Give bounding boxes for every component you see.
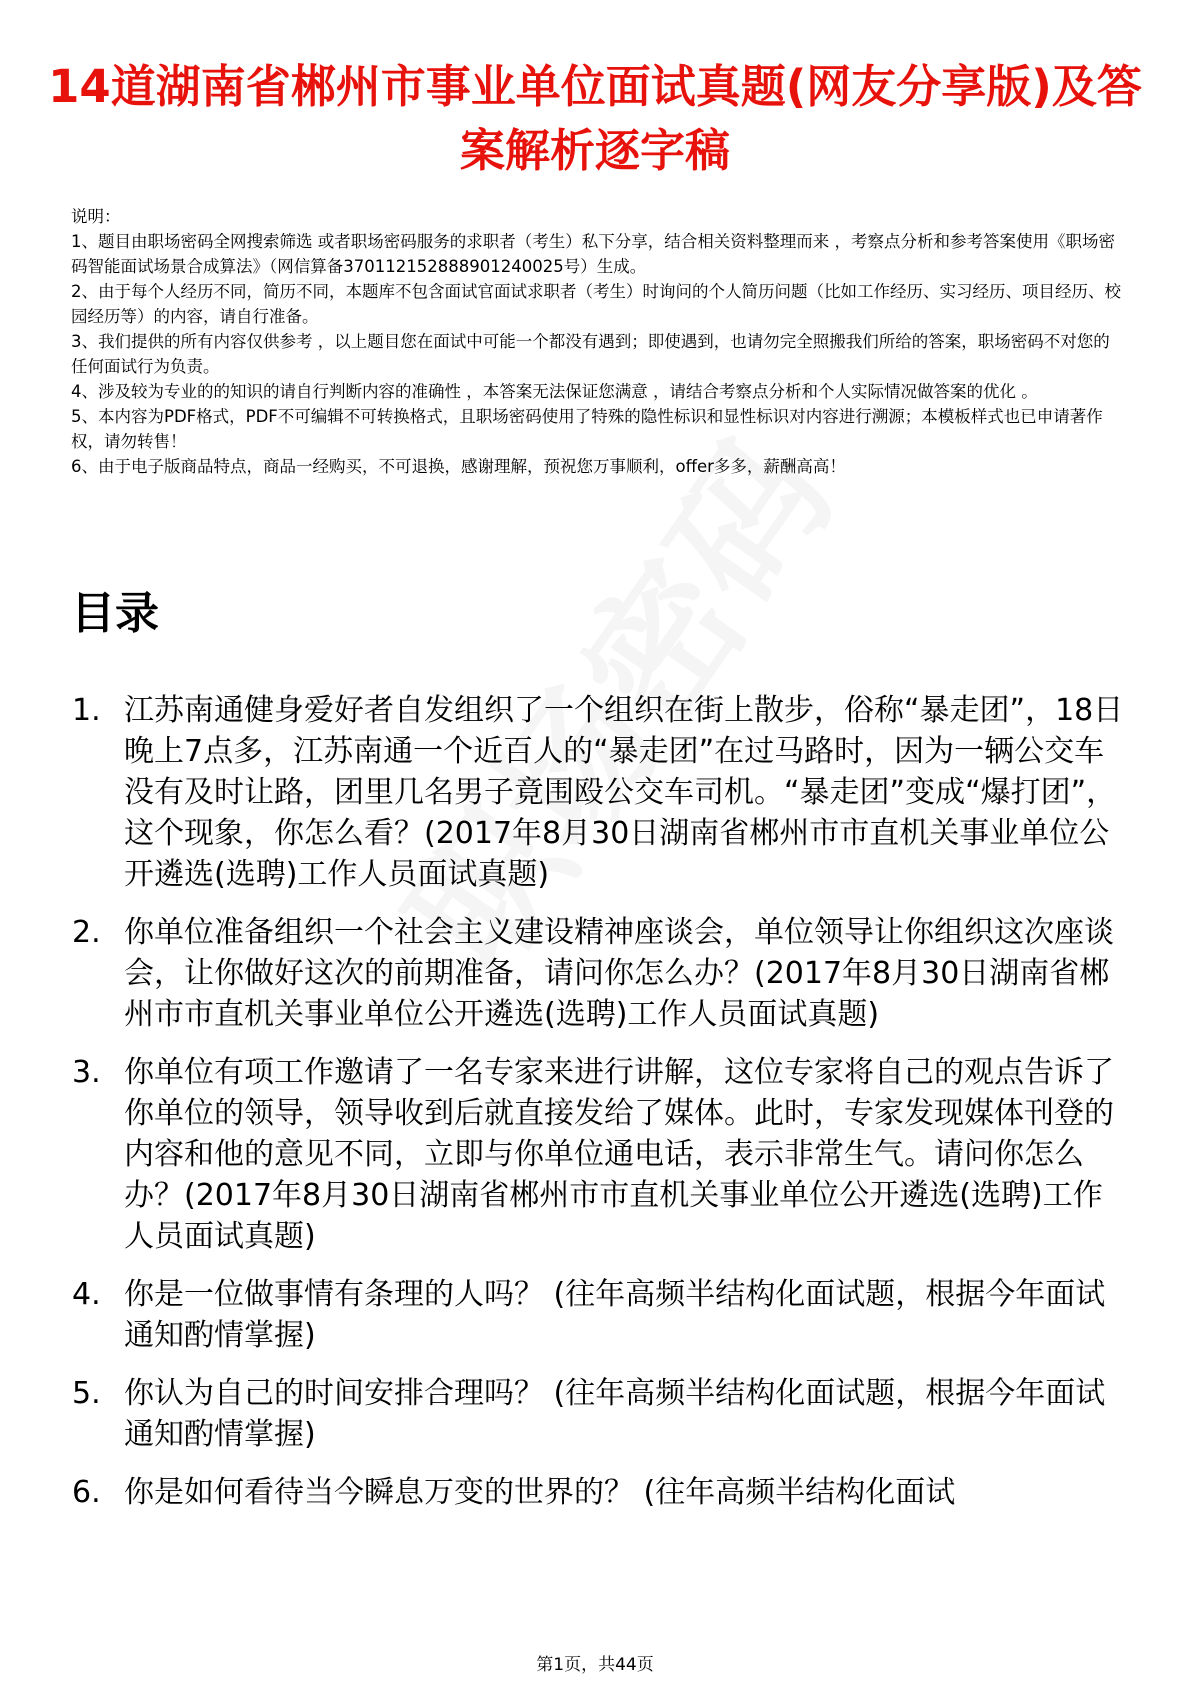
toc-item-text: 你认为自己的时间安排合理吗？ (往年高频半结构化面试题，根据今年面试通知酌情掌握) [124, 1376, 1106, 1452]
toc-item[interactable] [72, 1373, 1132, 1455]
table-of-contents [72, 690, 1132, 1530]
toc-item-number: 6. [72, 1475, 101, 1510]
toc-item-text: 你是如何看待当今瞬息万变的世界的？ (往年高频半结构化面试 [124, 1475, 956, 1510]
toc-heading: 目录 [71, 588, 159, 639]
disclaimer-notes [71, 204, 1121, 479]
toc-item-number: 5. [72, 1376, 101, 1411]
toc-item-number: 1. [72, 693, 101, 728]
toc-item-text: 你是一位做事情有条理的人吗？ (往年高频半结构化面试题，根据今年面试通知酌情掌握) [124, 1277, 1106, 1353]
toc-item-number: 2. [72, 915, 101, 950]
note-item: 1、题目由职场密码全网搜索筛选 或者职场密码服务的求职者（考生）私下分享，结合相关资料整理而来 ，考察点分析和参考答案使用《职场密码智能面试场景合成算法》（网信算备370112152888901240025号）生成。 [71, 232, 1115, 276]
document-title: 14道湖南省郴州市事业单位面试真题(网友分享版)及答案解析逐字稿 [48, 60, 1142, 177]
note-item: 4、涉及较为专业的的知识的请自行判断内容的准确性 ，本答案无法保证您满意 ，请结合考察点分析和个人实际情况做答案的优化 。 [71, 382, 1038, 401]
toc-item-number: 4. [72, 1277, 101, 1312]
toc-item[interactable] [72, 1052, 1132, 1257]
note-item: 2、由于每个人经历不同，简历不同，本题库不包含面试官面试求职者（考生）时询问的个人简历问题（比如工作经历、实习经历、项目经历、校园经历等）的内容，请自行准备。 [71, 282, 1121, 326]
toc-item-number: 3. [72, 1055, 101, 1090]
toc-item[interactable] [72, 912, 1132, 1035]
notes-heading: 说明： [71, 207, 121, 226]
toc-item[interactable] [72, 690, 1132, 895]
page-footer: 第1页，共44页 [536, 1655, 654, 1675]
toc-item-text: 你单位有项工作邀请了一名专家来进行讲解，这位专家将自己的观点告诉了你单位的领导，领导收到后就直接发给了媒体。此时，专家发现媒体刊登的内容和他的意见不同，立即与你单位通电话，表示非常生气。请问你怎么办？(2017年8月30日湖南省郴州市市直机关事业单位公开遴选(选聘)工作人员面试真题) [124, 1055, 1114, 1254]
toc-item[interactable] [72, 1274, 1132, 1356]
note-item: 3、我们提供的所有内容仅供参考 ，以上题目您在面试中可能一个都没有遇到；即使遇到，也请勿完全照搬我们所给的答案，职场密码不对您的任何面试行为负责。 [71, 332, 1110, 376]
toc-item[interactable] [72, 1472, 1132, 1513]
note-item: 5、本内容为PDF格式，PDF不可编辑不可转换格式，且职场密码使用了特殊的隐性标识和显性标识对内容进行溯源；本模板样式也已申请著作权，请勿转售！ [71, 407, 1103, 451]
toc-item-text: 你单位准备组织一个社会主义建设精神座谈会，单位领导让你组织这次座谈会，让你做好这次的前期准备，请问你怎么办？(2017年8月30日湖南省郴州市市直机关事业单位公开遴选(选聘)工作人员面试真题) [124, 915, 1114, 1032]
toc-item-text: 江苏南通健身爱好者自发组织了一个组织在街上散步，俗称“暴走团”，18日晚上7点多，江苏南通一个近百人的“暴走团”在过马路时，因为一辆公交车没有及时让路，团里几名男子竟围殴公交车司机。“暴走团”变成“爆打团”，这个现象，你怎么看？(2017年8月30日湖南省郴州市市直机关事业单位公开遴选(选聘)工作人员面试真题) [124, 693, 1124, 892]
note-item: 6、由于电子版商品特点，商品一经购买，不可退换，感谢理解，预祝您万事顺利，offer多多，薪酬高高！ [71, 457, 846, 476]
